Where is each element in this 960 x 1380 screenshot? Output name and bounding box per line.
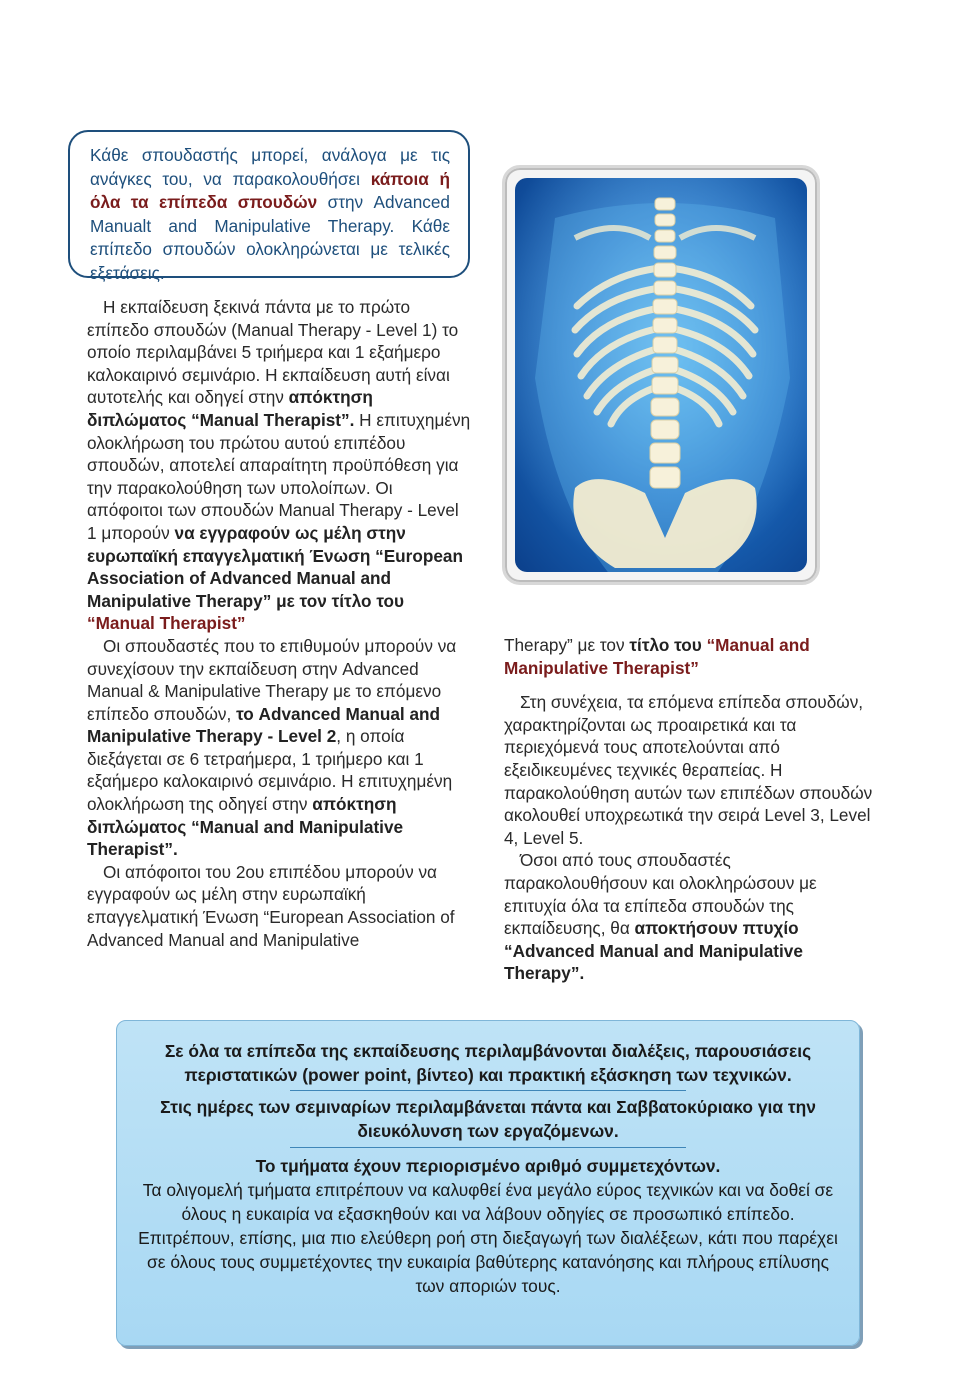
right-paragraph-2 — [504, 691, 874, 849]
info-text: Τα ολιγομελή τμήματα επιτρέπουν να καλυφθεί ένα μεγάλο εύρος τεχνικών και να δοθεί σε όλους η ευκαιρία να εξασκηθούν και να λάβουν οδηγίες σε προσωπικό επίπεδο. Επιτρέπουν, επίσης, μια πιο ελεύθερη ροή στη διεξαγωγή των διαλέξεων, κάτι που παρέχει σε όλους τους συμμετέχοντες την ευκαιρία βαθύτερης κατανόησης και πλήρους επίλυσης των αποριών τους. — [138, 1180, 838, 1296]
left-p2-bold-1: το Advanced Manual and Manipulative Therapy - Level 2 — [87, 703, 441, 747]
spine-illustration — [502, 165, 820, 585]
right-p3-text-1: Όσοι από τους σπουδαστές παρακολουθήσουν και ολοκληρώσουν με επιτυχία όλα τα επίπεδα σπουδών της εκπαίδευσης, θα — [504, 850, 817, 939]
left-p3-text-1: Οι απόφοιτοι του 2ου επιπέδου μπορούν να εγγραφούν ως μέλη στην ευρωπαϊκή επαγγελματική Ένωση “European Association of Advanced Manual and Manipulative — [87, 861, 455, 950]
left-column — [87, 296, 472, 951]
left-p1-text-1: Η εκπαίδευση ξεκινά πάντα με το πρώτο επίπεδο σπουδών (Manual Therapy - Level 1) το οποίο περιλαμβάνει 5 τριήμερα και 1 εξαήμερο καλοκαιρινό σεμινάριο. Η εκπαίδευση αυτή είναι αυτοτελής και οδηγεί στην — [87, 297, 459, 408]
right-column — [504, 634, 874, 985]
intro-text-1: Κάθε σπουδαστής μπορεί, ανάλογα με τις ανάγκες του, να παρακολουθήσει — [90, 145, 450, 189]
info-bold-3: Το τμήματα έχουν περιορισμένο αριθμό συμμετεχόντων. — [255, 1156, 721, 1176]
divider-1 — [290, 1090, 686, 1091]
left-paragraph-3 — [87, 861, 472, 951]
info-bold-2: Στις ημέρες των σεμιναρίων περιλαμβάνεται πάντα και Σαββατοκύριακο για την διευκόλυνση των εργαζόμενων. — [160, 1097, 816, 1141]
right-p1-title: “Manual and Manipulative Therapist” — [504, 635, 810, 678]
spine-image — [515, 178, 807, 572]
right-p1-text-1: Therapy” με τον — [504, 635, 630, 655]
right-paragraph-3 — [504, 849, 874, 985]
left-p1-text-2: Η επιτυχημένη ολοκλήρωση του πρώτου αυτού επιπέδου σπουδών, αποτελεί απαραίτητη προϋπόθεση για την παρακολούθηση των υπολοίπων. Οι απόφοιτοι των σπουδών Manual Therapy - Level 1 μπορούν — [87, 409, 471, 543]
left-paragraph-2 — [87, 635, 472, 861]
right-p1-bold-1: τίτλο του — [629, 635, 702, 655]
intro-highlight: κάποια ή όλα τα επίπεδα σπουδών — [90, 168, 451, 212]
right-paragraph-1 — [504, 634, 874, 679]
left-p1-title: “Manual Therapist” — [87, 613, 246, 634]
divider-2 — [290, 1147, 686, 1148]
left-p2-text-2: , η οποία διεξάγεται σε 6 τετραήμερα, 1 τριήμερο και 1 εξαήμερο καλοκαιρινό σεμινάριο. Η επιτυχημένη ολοκλήρωση της οδηγεί στην — [87, 726, 453, 815]
intro-callout — [68, 130, 470, 283]
intro-text-2: στην Advanced Manualt and Manipulative Therapy. Κάθε επίπεδο σπουδών ολοκληρώνεται με τελικές εξετάσεις. — [90, 192, 450, 283]
left-p2-text-1: Οι σπουδαστές που το επιθυμούν μπορούν να συνεχίσουν την εκπαίδευση στην Advanced Manual & Manipulative Therapy με το επόμενο επίπεδο σπουδών, — [87, 635, 457, 724]
info-bold-1: Σε όλα τα επίπεδα της εκπαίδευσης περιλαμβάνονται διαλέξεις, παρουσιάσεις περιστατικών (power point, βίντεο) και πρακτική εξάσκηση των τεχνικών. — [164, 1041, 812, 1085]
left-paragraph-1 — [87, 296, 472, 635]
right-p3-bold-1: αποκτήσουν πτυχίο “Advanced Manual and Manipulative Therapy”. — [504, 918, 803, 984]
left-p1-bold-2: να εγγραφούν ως μέλη στην ευρωπαϊκή επαγγελματική Ένωση “European Association of Advanced Manual and Manipulative Therapy” με τον τίτλο του — [87, 522, 463, 611]
info-box — [116, 1020, 860, 1346]
left-p1-bold-1: απόκτηση διπλώματος “Manual Therapist”. — [87, 387, 373, 430]
spine-icon — [515, 178, 807, 572]
right-p2-text-1: Στη συνέχεια, τα επόμενα επίπεδα σπουδών, χαρακτηρίζονται ως προαιρετικά και τα περιεχόμενά τους αποτελούνται από εξειδικευμένες τεχνικές θεραπείας. Η παρακολούθηση αυτών των επιπέδων σπουδών ακολουθεί υποχρεωτικά την σειρά Level 3, Level 4, Level 5. — [504, 692, 873, 848]
left-p2-bold-2: απόκτηση διπλώματος “Manual and Manipulative Therapist”. — [87, 794, 404, 860]
